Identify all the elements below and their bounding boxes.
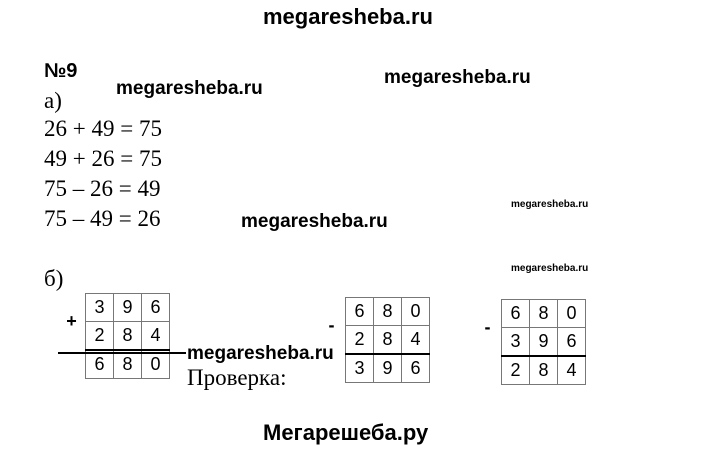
digit-cell: 4: [402, 326, 430, 355]
equation-line: 49 + 26 = 75: [44, 146, 162, 171]
digit-cell: 8: [114, 322, 142, 351]
watermark-top: megaresheba.ru: [263, 4, 433, 29]
digit-cell: 4: [558, 356, 586, 385]
minus-sign: -: [328, 315, 335, 336]
digit-cell: 8: [374, 298, 402, 326]
part-b-label: б): [44, 266, 64, 291]
digit-cell: 9: [374, 354, 402, 383]
watermark: megaresheba.ru: [116, 78, 263, 99]
digit-cell: 8: [374, 326, 402, 355]
empty-cell: [58, 350, 86, 379]
watermark: megaresheba.ru: [384, 67, 531, 88]
watermark: megaresheba.ru: [241, 211, 388, 232]
digit-cell: 0: [142, 350, 170, 379]
digit-cell: 3: [86, 294, 114, 322]
digit-cell: 9: [530, 328, 558, 357]
equation-line: 75 – 49 = 26: [44, 206, 161, 231]
digit-cell: 0: [402, 298, 430, 326]
sum-line: [58, 352, 186, 354]
subtraction-column-2: [474, 299, 586, 385]
digit-cell: 4: [142, 322, 170, 351]
plus-sign: +: [66, 311, 77, 332]
equation-line: 75 – 26 = 49: [44, 176, 161, 201]
watermark: megaresheba.ru: [511, 263, 589, 274]
watermark: megaresheba.ru: [511, 199, 589, 210]
digit-cell: 6: [142, 294, 170, 322]
check-label: Проверка:: [187, 365, 287, 390]
digit-cell: 6: [86, 350, 114, 379]
watermark-bottom: Мегарешеба.ру: [263, 420, 429, 445]
addition-column: [58, 293, 170, 379]
digit-cell: 2: [502, 356, 530, 385]
empty-cell: [474, 356, 502, 385]
digit-cell: 6: [346, 298, 374, 326]
digit-cell: 8: [530, 356, 558, 385]
subtraction-column-1: [318, 297, 430, 383]
minus-sign: -: [484, 317, 491, 338]
digit-cell: 3: [346, 354, 374, 383]
digit-cell: 2: [86, 322, 114, 351]
digit-cell: 6: [502, 300, 530, 328]
digit-cell: 2: [346, 326, 374, 355]
digit-cell: 3: [502, 328, 530, 357]
part-a-label: а): [44, 88, 62, 113]
task-number: №9: [44, 60, 78, 82]
digit-cell: 6: [402, 354, 430, 383]
digit-cell: 0: [558, 300, 586, 328]
digit-cell: 8: [530, 300, 558, 328]
digit-cell: 8: [114, 350, 142, 379]
equation-line: 26 + 49 = 75: [44, 116, 162, 141]
digit-cell: 6: [558, 328, 586, 357]
digit-cell: 9: [114, 294, 142, 322]
watermark: megaresheba.ru: [187, 343, 334, 364]
